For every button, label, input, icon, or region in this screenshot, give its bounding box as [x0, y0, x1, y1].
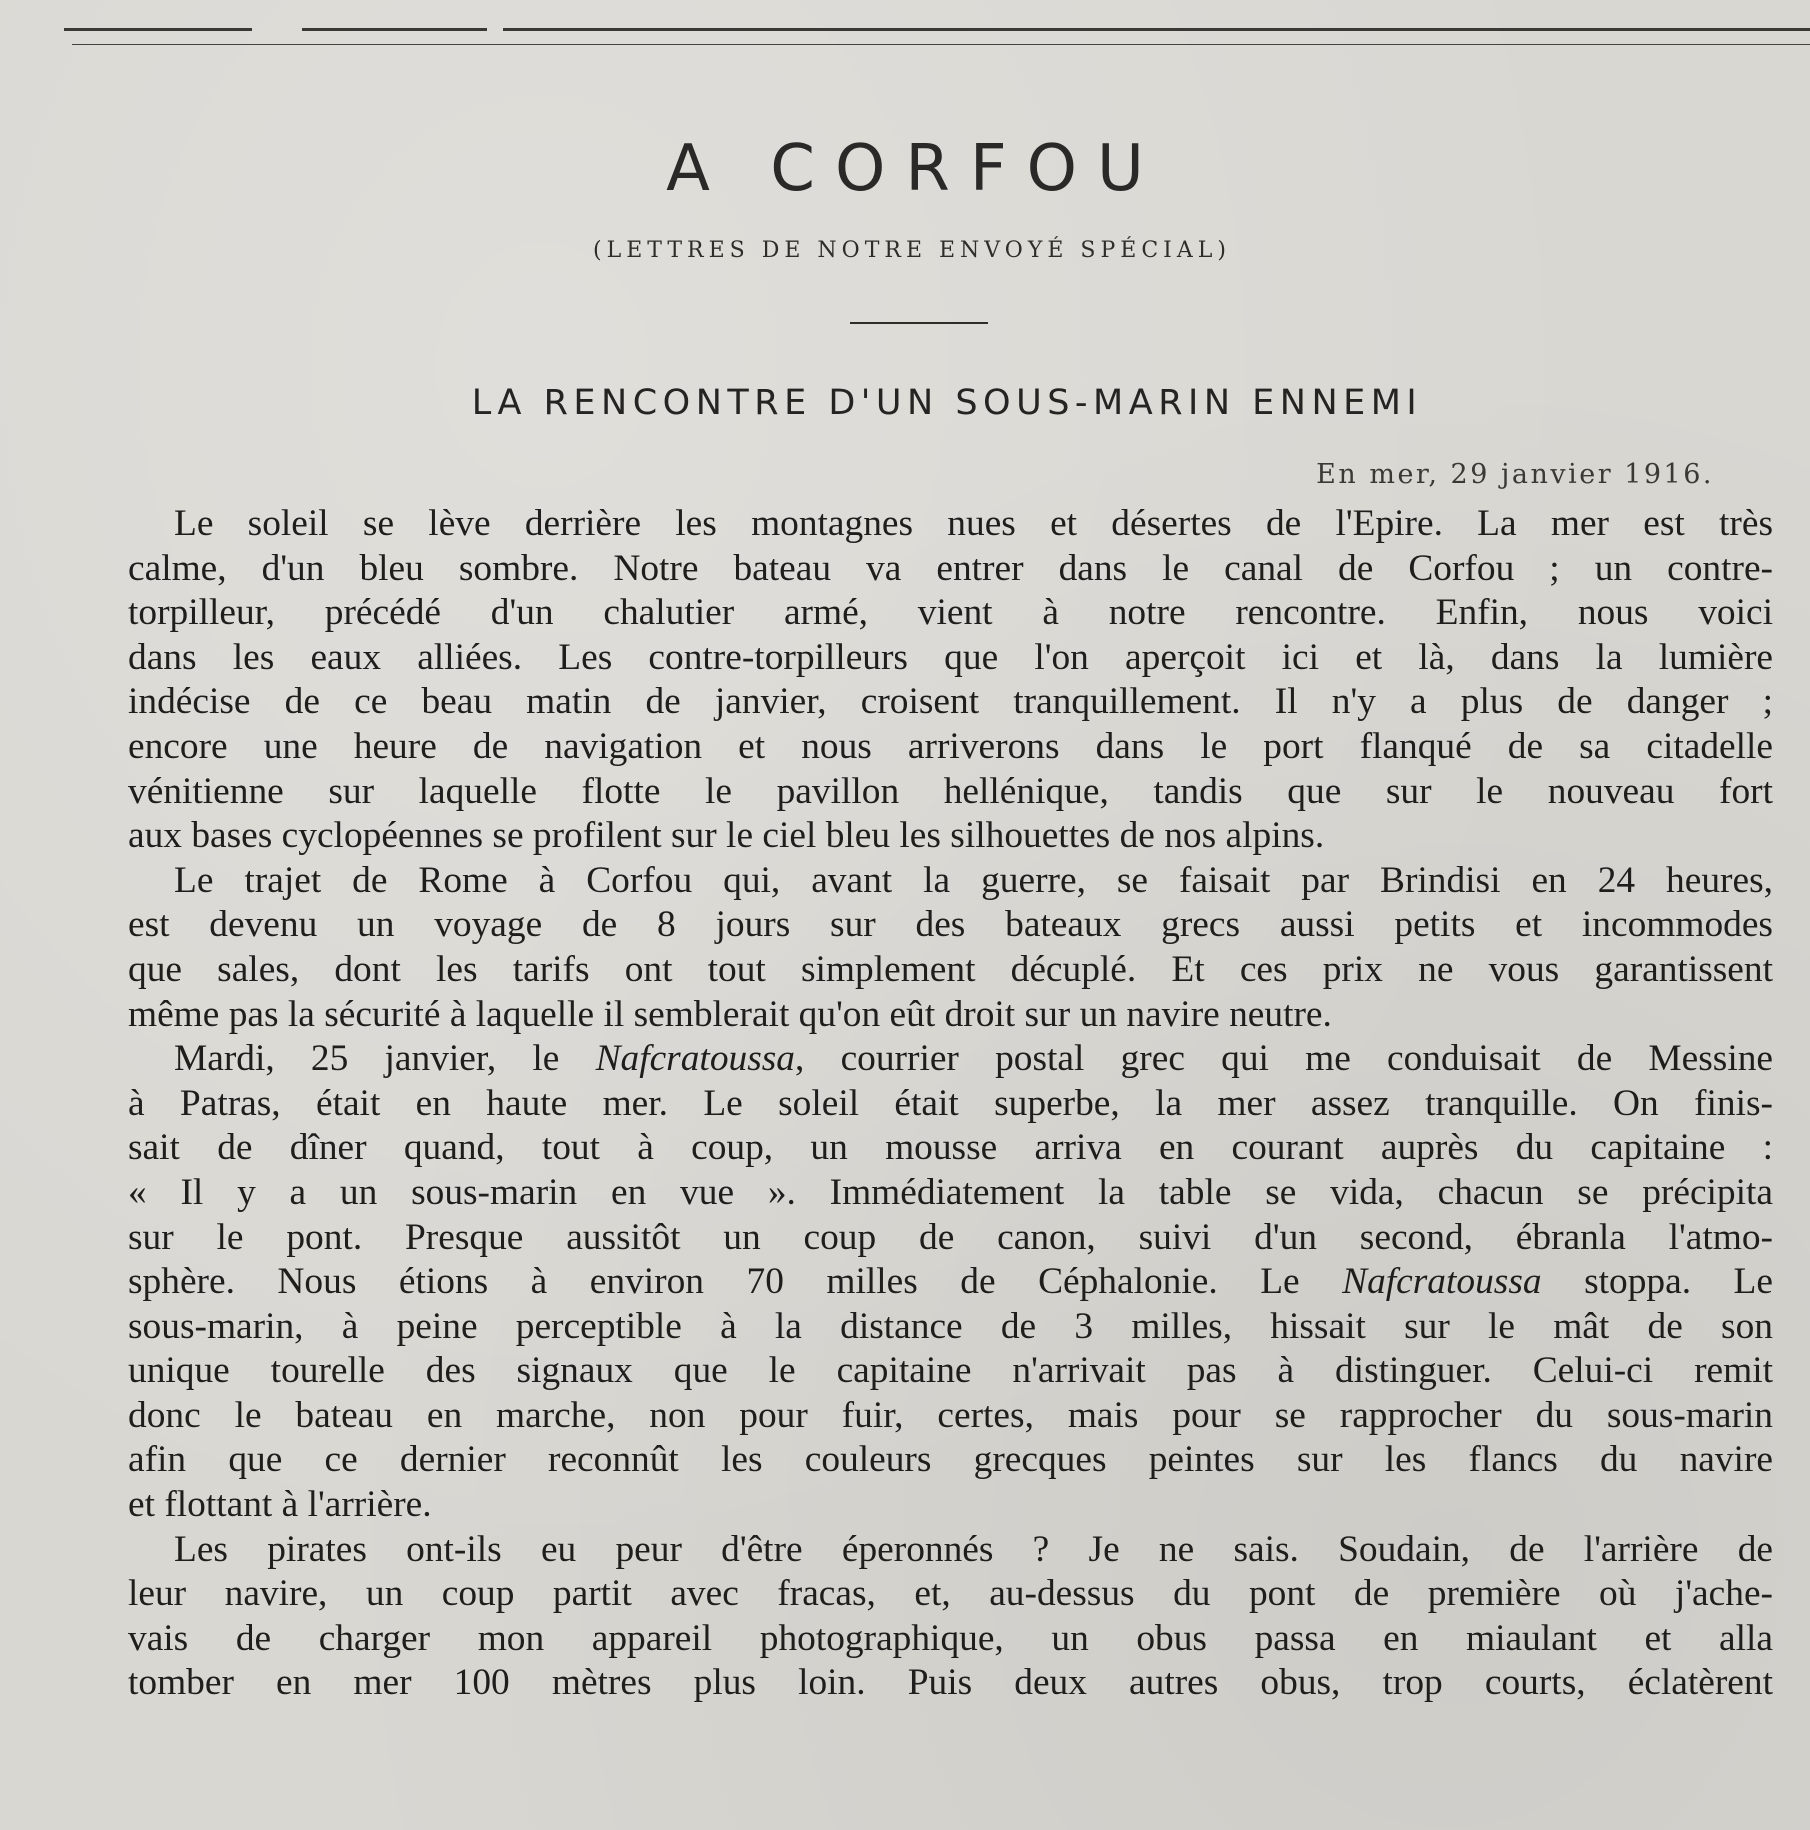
- text-line: est devenu un voyage de 8 jours sur des bateaux grecs aussi petits et incommodes: [128, 904, 1773, 946]
- text-line: torpilleur, précédé d'un chalutier armé, vient à notre rencontre. Enfin, nous voici: [128, 592, 1773, 634]
- text-line: « Il y a un sous-marin en vue ». Immédiatement la table se vida, chacun se précipita: [128, 1171, 1773, 1213]
- text-line: calme, d'un bleu sombre. Notre bateau va entrer dans le canal de Corfou ; un contre-: [128, 547, 1773, 589]
- paragraph-4: [80, 1528, 1773, 1706]
- text-line: sait de dîner quand, tout à coup, un mousse arriva en courant auprès du capitaine :: [128, 1127, 1773, 1169]
- text-line: Le soleil se lève derrière les montagnes nues et désertes de l'Epire. La mer est très: [174, 503, 1773, 544]
- text-line: dans les eaux alliées. Les contre-torpilleurs que l'on aperçoit ici et là, dans la lumière: [128, 636, 1773, 678]
- text-line: Les pirates ont-ils eu peur d'être éperonnés ? Je ne sais. Soudain, de l'arrière de: [174, 1528, 1773, 1570]
- header-rule-segment: [503, 28, 1810, 31]
- text-line: sous-marin, à peine perceptible à la distance de 3 milles, hissait sur le mât de son: [128, 1305, 1773, 1347]
- text-fragment: Mardi, 25 janvier, le: [174, 1038, 596, 1080]
- header-rule-segment: [64, 28, 252, 31]
- text-line: aux bases cyclopéennes se profilent sur le ciel bleu les silhouettes de nos alpins.: [128, 815, 1325, 857]
- article-subtitle: (LETTRES DE NOTRE ENVOYÉ SPÉCIAL): [593, 238, 1231, 263]
- article-body: [80, 502, 1773, 1706]
- header-rule-thin: [72, 44, 1810, 45]
- text-line: sur le pont. Presque aussitôt un coup de canon, suivi d'un second, ébranla l'atmo-: [128, 1216, 1773, 1258]
- text-line: tomber en mer 100 mètres plus loin. Puis deux autres obus, trop courts, éclatèrent: [128, 1662, 1773, 1704]
- text-line: vais de charger mon appareil photographique, un obus passa en miaulant et alla: [128, 1617, 1773, 1659]
- text-line: leur navire, un coup partit avec fracas, et, au-dessus du pont de première où j'ache-: [128, 1573, 1773, 1615]
- ship-name: Nafcratoussa: [595, 1038, 796, 1080]
- text-line: à Patras, était en haute mer. Le soleil était superbe, la mer assez tranquille. On finis-: [128, 1082, 1773, 1124]
- text-fragment: , courrier postal grec qui me conduisait de Messine: [795, 1038, 1773, 1080]
- text-line: encore une heure de navigation et nous arriverons dans le port flanqué de sa citadelle: [128, 725, 1773, 767]
- article-title: A CORFOU: [666, 132, 1164, 206]
- section-heading: LA RENCONTRE D'UN SOUS-MARIN ENNEMI: [471, 383, 1423, 423]
- paragraph-1: [80, 502, 1773, 859]
- text-line: [80, 1260, 1773, 1305]
- text-line: indécise de ce beau matin de janvier, croisent tranquillement. Il n'y a plus de danger ;: [128, 681, 1773, 723]
- header-rule-segment: [302, 28, 487, 31]
- paragraph-2: [80, 859, 1773, 1037]
- text-line: donc le bateau en marche, non pour fuir, certes, mais pour se rapprocher du sous-marin: [128, 1394, 1773, 1436]
- text-fragment: stoppa. Le: [1541, 1261, 1773, 1303]
- text-line: que sales, dont les tarifs ont tout simplement décuplé. Et ces prix ne vous garantissent: [128, 948, 1773, 990]
- text-line: unique tourelle des signaux que le capitaine n'arrivait pas à distinguer. Celui-ci remit: [128, 1350, 1773, 1392]
- text-line: et flottant à l'arrière.: [128, 1484, 432, 1526]
- paragraph-3: [80, 1037, 1773, 1528]
- text-line: Le trajet de Rome à Corfou qui, avant la guerre, se faisait par Brindisi en 24 heures,: [174, 859, 1773, 901]
- text-line: [80, 1037, 1773, 1082]
- ship-name: Nafcratoussa: [1342, 1261, 1542, 1303]
- dateline: En mer, 29 janvier 1916.: [1316, 459, 1714, 490]
- title-separator-rule: [850, 322, 988, 324]
- text-line: afin que ce dernier reconnût les couleurs grecques peintes sur les flancs du navire: [128, 1439, 1773, 1481]
- text-line: vénitienne sur laquelle flotte le pavillon hellénique, tandis que sur le nouveau fort: [128, 770, 1773, 812]
- text-line: même pas la sécurité à laquelle il semblerait qu'on eût droit sur un navire neutre.: [128, 993, 1332, 1035]
- text-fragment: sphère. Nous étions à environ 70 milles de Céphalonie. Le: [128, 1261, 1343, 1303]
